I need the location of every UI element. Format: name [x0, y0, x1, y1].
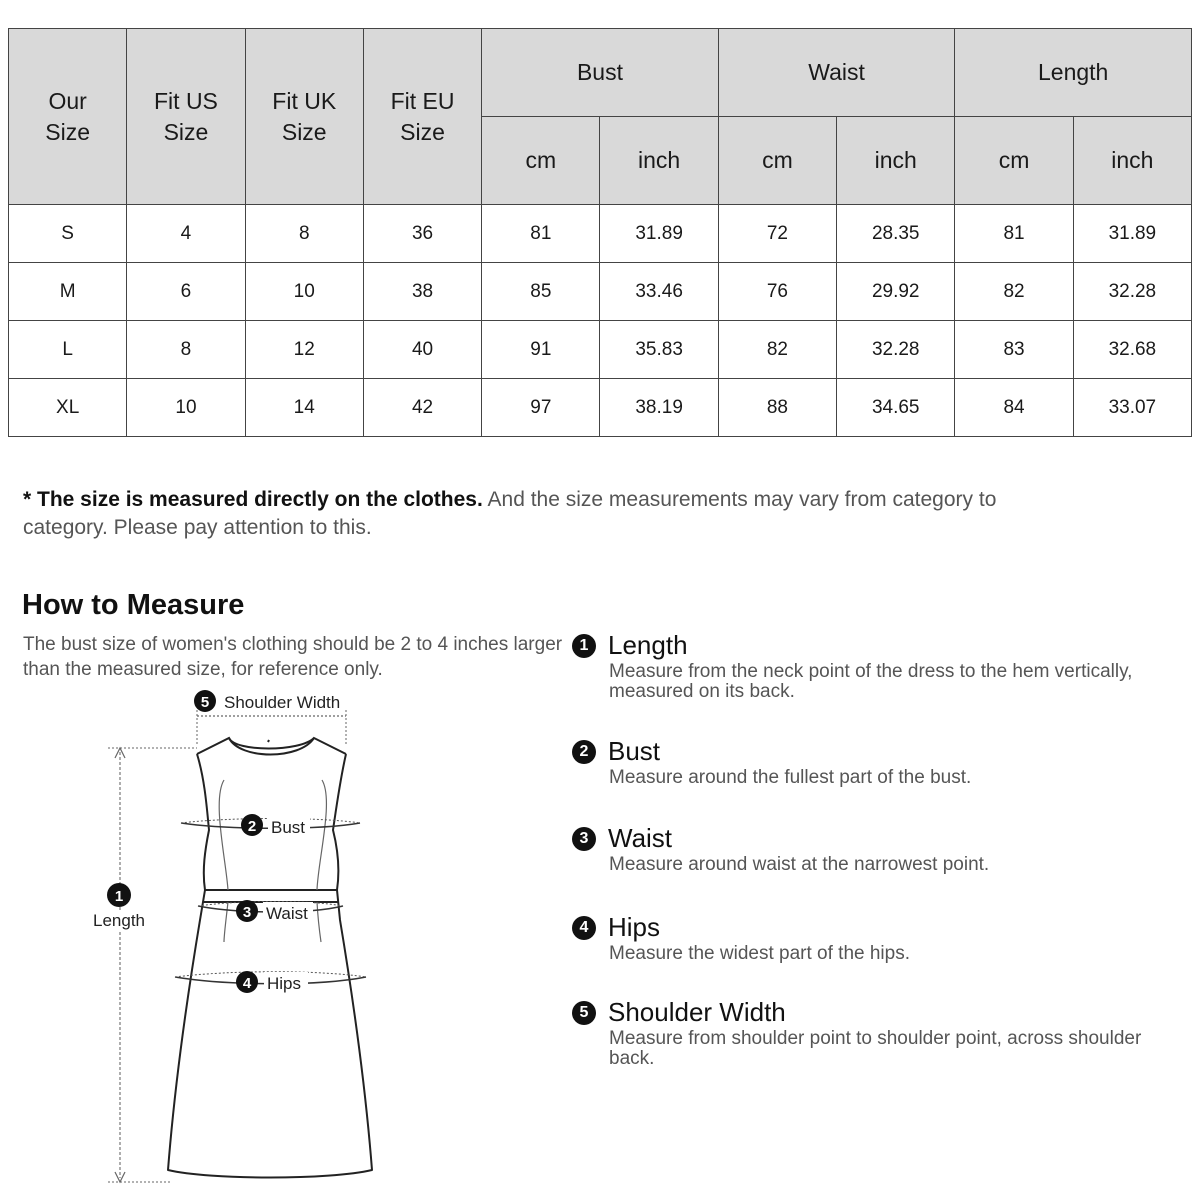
header-fit-uk: Fit UK Size [245, 29, 363, 205]
length-badge-number: 1 [114, 888, 124, 905]
table-header-row [9, 29, 1192, 117]
cell-size: XL [9, 379, 127, 437]
step-number-icon: 3 [572, 827, 596, 851]
cell-size: S [9, 205, 127, 263]
cell-length-cm: 81 [955, 205, 1073, 263]
step-number-icon: 1 [572, 634, 596, 658]
header-waist: Waist [718, 29, 955, 117]
table-row [9, 379, 1192, 437]
header-bust-inch: inch [600, 117, 718, 205]
shoulder-label: Shoulder Width [224, 693, 341, 712]
how-to-measure-desc: The bust size of women's clothing should be 2 to 4 inches larger than the measured size, for reference only. [23, 634, 563, 680]
shoulder-badge-number: 5 [200, 694, 210, 711]
table-row [9, 263, 1192, 321]
measurement-note [23, 486, 1023, 542]
shoulder-width-marker [194, 690, 346, 746]
how-to-measure-title: How to Measure [22, 589, 245, 621]
cell-us: 6 [127, 263, 245, 321]
header-waist-inch: inch [837, 117, 955, 205]
cell-length-inch: 31.89 [1073, 205, 1191, 263]
cell-us: 8 [127, 321, 245, 379]
cell-bust-inch: 35.83 [600, 321, 718, 379]
cell-length-cm: 82 [955, 263, 1073, 321]
cell-waist-cm: 72 [718, 205, 836, 263]
cell-eu: 36 [363, 205, 481, 263]
bust-badge-number: 2 [247, 818, 257, 835]
cell-bust-inch: 33.46 [600, 263, 718, 321]
cell-length-inch: 32.68 [1073, 321, 1191, 379]
length-marker [88, 748, 197, 1182]
cell-waist-inch: 29.92 [837, 263, 955, 321]
cell-length-cm: 83 [955, 321, 1073, 379]
length-label: Length [93, 911, 145, 930]
cell-size: L [9, 321, 127, 379]
waist-label: Waist [266, 904, 308, 923]
header-waist-cm: cm [718, 117, 836, 205]
note-rest: And the size measurements may vary from category to category. Please pay attention to this. [23, 488, 997, 539]
header-fit-eu: Fit EU Size [363, 29, 481, 205]
header-length-cm: cm [955, 117, 1073, 205]
header-length: Length [955, 29, 1192, 117]
step-desc: Measure from the neck point of the dress to the hem vertically, measured on its back. [609, 661, 1133, 702]
cell-eu: 42 [363, 379, 481, 437]
step-number-icon: 4 [572, 916, 596, 940]
cell-bust-cm: 91 [482, 321, 600, 379]
step-title: Length [608, 630, 688, 660]
step-title: Waist [608, 823, 673, 853]
size-chart-table [8, 28, 1192, 437]
step-number-icon: 2 [572, 740, 596, 764]
header-bust-cm: cm [482, 117, 600, 205]
cell-bust-inch: 31.89 [600, 205, 718, 263]
cell-us: 4 [127, 205, 245, 263]
cell-eu: 38 [363, 263, 481, 321]
cell-waist-cm: 82 [718, 321, 836, 379]
cell-bust-cm: 85 [482, 263, 600, 321]
header-our-size: Our Size [9, 29, 127, 205]
cell-us: 10 [127, 379, 245, 437]
step-desc: Measure around waist at the narrowest point. [609, 854, 990, 875]
cell-size: M [9, 263, 127, 321]
hips-label: Hips [267, 974, 302, 993]
table-row [9, 205, 1192, 263]
note-bold: * The size is measured directly on the clothes. [23, 488, 483, 511]
cell-waist-cm: 76 [718, 263, 836, 321]
header-length-inch: inch [1073, 117, 1191, 205]
bust-label: Bust [271, 818, 306, 837]
cell-waist-inch: 28.35 [837, 205, 955, 263]
step-number-icon: 5 [572, 1001, 596, 1025]
cell-length-inch: 33.07 [1073, 379, 1191, 437]
dress-diagram [0, 680, 420, 1195]
step-title: Shoulder Width [608, 997, 786, 1027]
cell-eu: 40 [363, 321, 481, 379]
table-row [9, 321, 1192, 379]
cell-bust-cm: 97 [482, 379, 600, 437]
header-fit-us: Fit US Size [127, 29, 245, 205]
cell-uk: 14 [245, 379, 363, 437]
cell-waist-inch: 32.28 [837, 321, 955, 379]
step-desc: Measure the widest part of the hips. [609, 943, 910, 964]
cell-uk: 10 [245, 263, 363, 321]
step-title: Hips [608, 912, 661, 942]
step-title: Bust [608, 736, 661, 766]
step-desc: Measure from shoulder point to shoulder point, across shoulder back. [609, 1028, 1142, 1069]
waist-marker [198, 900, 343, 923]
cell-uk: 8 [245, 205, 363, 263]
dress-outline [168, 738, 372, 1178]
cell-bust-inch: 38.19 [600, 379, 718, 437]
hips-marker [175, 971, 366, 993]
cell-waist-cm: 88 [718, 379, 836, 437]
hips-badge-number: 4 [242, 975, 252, 992]
cell-waist-inch: 34.65 [837, 379, 955, 437]
cell-uk: 12 [245, 321, 363, 379]
waist-badge-number: 3 [242, 904, 252, 921]
step-desc: Measure around the fullest part of the bust. [609, 767, 972, 788]
cell-length-inch: 32.28 [1073, 263, 1191, 321]
header-bust: Bust [482, 29, 719, 117]
cell-length-cm: 84 [955, 379, 1073, 437]
cell-bust-cm: 81 [482, 205, 600, 263]
